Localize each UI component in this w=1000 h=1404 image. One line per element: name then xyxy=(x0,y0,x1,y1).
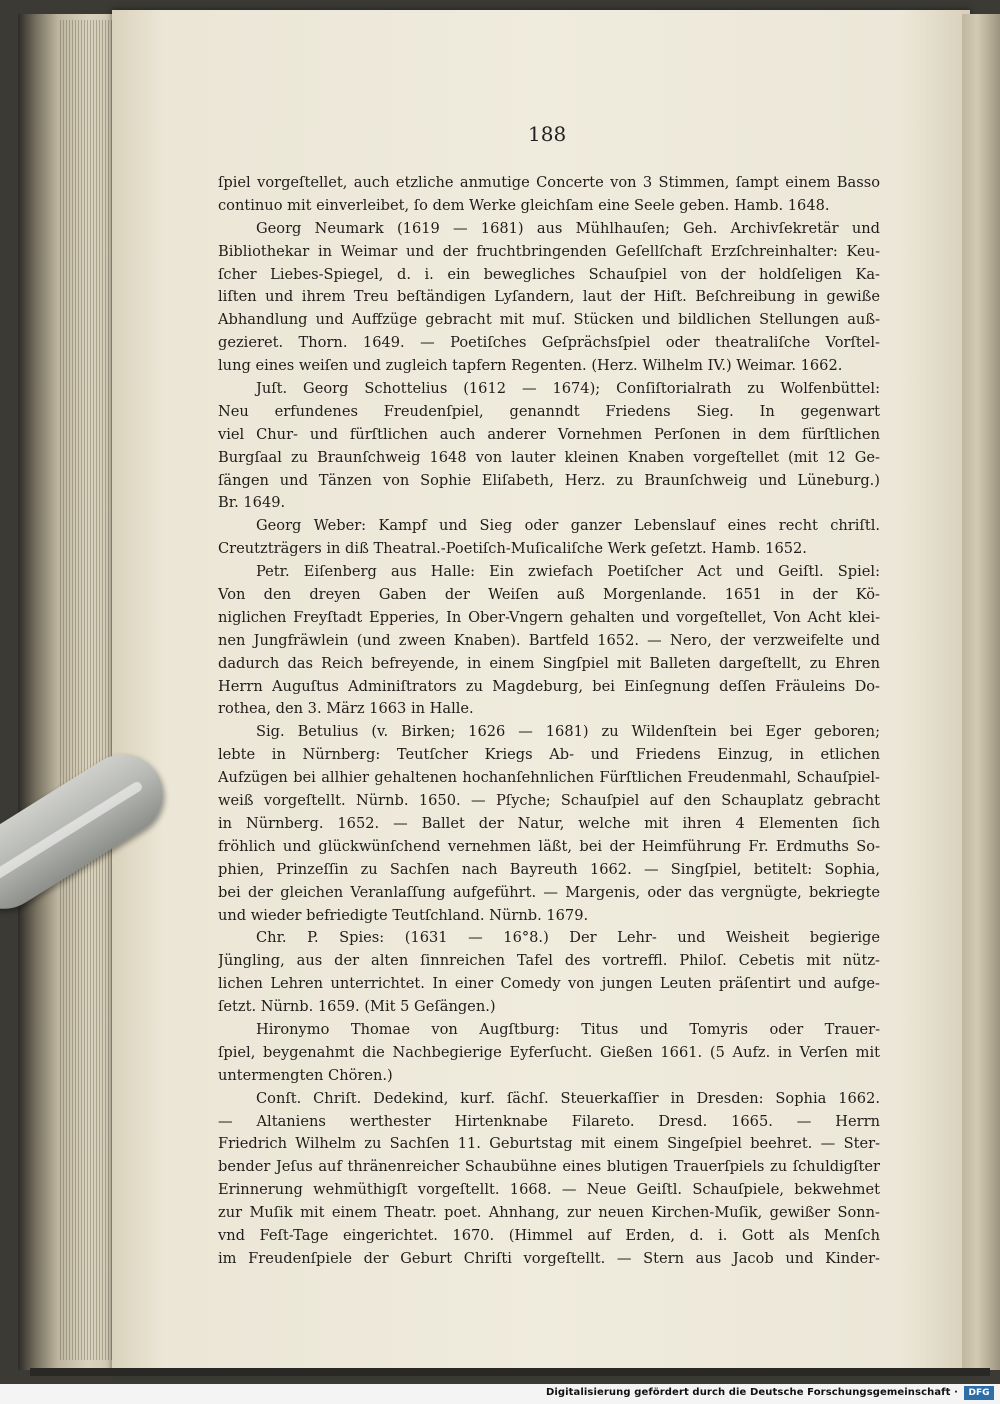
text-line: Friedrich Wilhelm zu Sachſen 11. Geburtstag mit einem Singeſpiel beehret. — Ster- xyxy=(218,1135,880,1153)
text-line: ſcher Liebes-Spiegel, d. i. ein bewegliches Schauſpiel von der holdſeligen Ka- xyxy=(218,265,880,283)
facing-page-edge xyxy=(962,14,1000,1370)
text-line: niglichen Freyſtadt Epperies, In Ober-Vngern gehalten und vorgeſtellet, Von Acht klei- xyxy=(218,608,880,626)
text-line: — Altaniens werthester Hirtenknabe Filareto. Dresd. 1665. — Herrn xyxy=(218,1112,880,1130)
text-line: lichen Lehren unterrichtet. In einer Comedy von jungen Leuten präſentirt und aufge- xyxy=(218,975,880,993)
text-line: vnd Feſt-Tage eingerichtet. 1670. (Himmel auf Erden, d. i. Gott als Menſch xyxy=(218,1226,880,1244)
text-line: Juſt. Georg Schottelius (1612 — 1674); Conſiſtorialrath zu Wolfenbüttel: xyxy=(256,380,880,398)
text-line: nen Jungfräwlein (und zween Knaben). Bartfeld 1652. — Nero, der verzweifelte und xyxy=(218,631,880,649)
page-text-body xyxy=(218,172,880,1271)
text-line: Georg Neumark (1619 — 1681) aus Mühlhauſen; Geh. Archivſekretär und xyxy=(256,219,880,237)
page-stack-edge xyxy=(60,20,118,1360)
page-number: 188 xyxy=(528,122,567,146)
text-line: lebte in Nürnberg: Teutſcher Kriegs Ab- und Friedens Einzug, in etlichen xyxy=(218,746,880,764)
text-line: bender Jeſus auf thränenreicher Schaubühne eines blutigen Trauerſpiels zu ſchuldigſter xyxy=(218,1158,880,1176)
text-line: Chr. P. Spies: (1631 — 16°8.) Der Lehr- und Weisheit begierige xyxy=(256,929,880,947)
text-line: im Freudenſpiele der Geburt Chriſti vorgeſtellt. — Stern aus Jacob und Kinder- xyxy=(218,1249,880,1267)
text-line: liſten und ihrem Treu beſtändigen Lyſandern, laut der Hiſt. Beſchreibung in gewiße xyxy=(218,288,880,306)
text-line: Aufzügen bei allhier gehaltenen hochanſehnlichen Fürſtlichen Freudenmahl, Schauſpiel- xyxy=(218,769,880,787)
text-line: untermengten Chören.) xyxy=(218,1066,393,1084)
text-line: continuo mit einverleibet, ſo dem Werke gleichſam eine Seele geben. Hamb. 1648. xyxy=(218,196,830,214)
text-line: in Nürnberg. 1652. — Ballet der Natur, welche mit ihren 4 Elementen ſich xyxy=(218,814,880,832)
text-line: Abhandlung und Auffzüge gebracht mit muſ. Stücken und bildlichen Stellungen auß- xyxy=(218,311,880,329)
text-line: fröhlich und glückwünſchend vernehmen läßt, bei der Heimführung Fr. Erdmuths So- xyxy=(218,837,880,855)
text-line: ſängen und Tänzen von Sophie Eliſabeth, Herz. zu Braunſchweig und Lüneburg.) xyxy=(218,471,880,489)
text-line: und wieder befriedigte Teutſchland. Nürnb. 1679. xyxy=(218,906,589,924)
text-line: phien, Prinzeſſin zu Sachſen nach Bayreuth 1662. — Singſpiel, betitelt: Sophia, xyxy=(218,860,880,878)
text-line: Georg Weber: Kampf und Sieg oder ganzer Lebenslauf eines recht chriſtl. xyxy=(256,517,880,535)
text-line: Creutzträgers in diß Theatral.-Poetiſch-Muſicaliſche Werk geſetzt. Hamb. 1652. xyxy=(218,540,807,558)
text-line: dadurch das Reich befreyende, in einem Singſpiel mit Balleten dargeſtellt, zu Ehren xyxy=(218,654,880,672)
text-line: Br. 1649. xyxy=(218,494,286,512)
text-line: zur Muſik mit einem Theatr. poet. Ahnhang, zur neuen Kirchen-Muſik, gewißer Sonn- xyxy=(218,1204,880,1222)
text-line: Petr. Eiſenberg aus Halle: Ein zwiefach Poetiſcher Act und Geiſtl. Spiel: xyxy=(256,563,880,581)
text-line: gezieret. Thorn. 1649. — Poetiſches Geſprächsſpiel oder theatraliſche Vorſtel- xyxy=(218,334,880,352)
text-line: Conſt. Chriſt. Dedekind, kurf. ſächſ. Steuerkaſſier in Dresden: Sophia 1662. xyxy=(256,1089,880,1107)
dfg-logo: DFG xyxy=(964,1386,994,1400)
text-line: ſpiel, beygenahmt die Nachbegierige Eyferſucht. Gießen 1661. (5 Aufz. in Verſen mit xyxy=(218,1043,880,1061)
text-line: Jüngling, aus der alten ſinnreichen Tafel des vortreffl. Philoſ. Cebetis mit nütz- xyxy=(218,952,880,970)
text-line: Hironymo Thomae von Augſtburg: Titus und Tomyris oder Trauer- xyxy=(256,1020,880,1038)
text-line: weiß vorgeſtellt. Nürnb. 1650. — Pſyche; Schauſpiel auf den Schauplatz gebracht xyxy=(218,792,880,810)
text-line: bei der gleichen Veranlaſſung aufgeführt. — Margenis, oder das vergnügte, bekriegte xyxy=(218,883,880,901)
text-line: Neu erfundenes Freudenſpiel, genanndt Friedens Sieg. In gegenwart xyxy=(218,402,880,420)
text-line: ſetzt. Nürnb. 1659. (Mit 5 Geſängen.) xyxy=(218,998,496,1016)
footer-credit: Digitalisierung gefördert durch die Deutsche Forschungsgemeinschaft · xyxy=(545,1387,958,1398)
text-line: Erinnerung wehmüthigſt vorgeſtellt. 1668. — Neue Geiſtl. Schauſpiele, bekwehmet xyxy=(218,1181,880,1199)
text-line: Sig. Betulius (v. Birken; 1626 — 1681) zu Wildenſtein bei Eger geboren; xyxy=(256,723,880,741)
text-line: Herrn Auguſtus Adminiſtrators zu Magdeburg, bei Einſegnung deſſen Fräuleins Do- xyxy=(218,677,880,695)
text-line: Bibliothekar in Weimar und der fruchtbringenden Geſellſchaft Erzſchreinhalter: Keu- xyxy=(218,242,880,260)
text-line: viel Chur- und fürſtlichen auch anderer Vornehmen Perſonen in dem fürſtlichen xyxy=(218,425,880,443)
bottom-shadow xyxy=(30,1368,990,1376)
text-line: Burgſaal zu Braunſchweig 1648 von lauter kleinen Knaben vorgeſtellet (mit 12 Ge- xyxy=(218,448,880,466)
text-line: ſpiel vorgeſtellet, auch etzliche anmutige Concerte von 3 Stimmen, ſampt einem Basso xyxy=(218,174,880,191)
text-line: rothea, den 3. März 1663 in Halle. xyxy=(218,700,474,718)
text-line: Von den dreyen Gaben der Weiſen auß Morgenlande. 1651 in der Kö- xyxy=(218,586,880,604)
text-line: lung eines weiſen und zugleich tapfern Regenten. (Herz. Wilhelm IV.) Weimar. 1662. xyxy=(218,357,843,375)
